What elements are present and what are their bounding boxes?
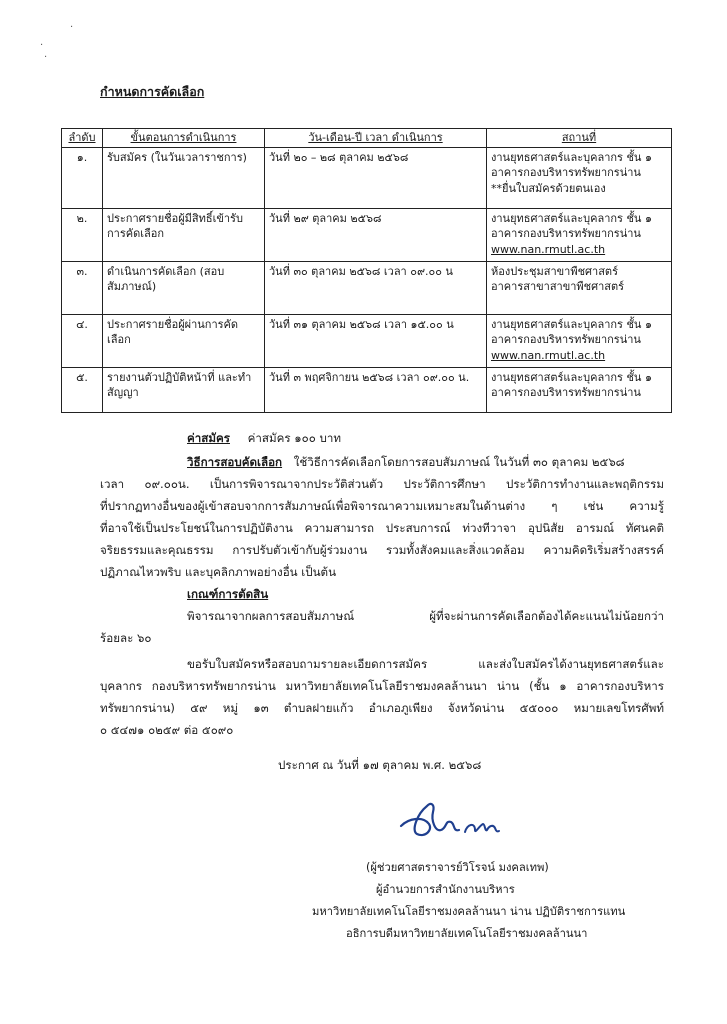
place-line: งานยุทธศาสตร์และบุคลากร ชั้น ๑ (491, 150, 652, 164)
place-line: อาคารกองบริหารทรัพยากรน่าน (491, 333, 641, 346)
place-line: อาคารกองบริหารทรัพยากรน่าน (491, 386, 641, 399)
place-line: งานยุทธศาสตร์และบุคลากร ชั้น ๑ (491, 211, 652, 225)
method-label: วิธีการสอบคัดเลือก (187, 455, 283, 469)
fee-text: ค่าสมัคร ๑๐๐ บาท (247, 431, 342, 445)
row-date: วันที่ ๓๐ ตุลาคม ๒๕๖๘ เวลา ๐๙.๐๐ น (265, 261, 487, 314)
header-date: วัน-เดือน-ปี เวลา ดำเนินการ (265, 129, 487, 148)
scan-speck: · (44, 52, 48, 63)
fee-line (187, 430, 341, 448)
contact-line3: ทรัพยากรน่าน) ๕๙ หมู่ ๑๓ ตำบลฝายแก้ว อำเภอภูเพียง จังหวัดน่าน ๕๕๐๐๐ หมายเลขโทรศัพท์ (100, 701, 664, 715)
table-row (62, 208, 672, 261)
section-title: กำหนดการคัดเลือก (100, 84, 205, 99)
method-line: ปฏิภาณไหวพริบ และบุคลิกภาพอย่างอื่น เป็นต้น (100, 565, 336, 579)
fee-label: ค่าสมัคร (187, 431, 230, 445)
method-first-text: ใช้วิธีการคัดเลือกโดยการสอบสัมภาษณ์ ในวันที่ ๓๐ ตุลาคม ๒๕๖๘ (293, 455, 625, 469)
row-date: วันที่ ๓๑ ตุลาคม ๒๕๖๘ เวลา ๑๕.๐๐ น (265, 314, 487, 367)
contact-line1: ขอรับใบสมัครหรือสอบถามรายละเอียดการสมัคร และส่งใบสมัครได้งานยุทธศาสตร์และ (187, 657, 664, 671)
row-date: วันที่ ๒๐ – ๒๘ ตุลาคม ๒๕๖๘ (265, 147, 487, 208)
place-line: อาคารกองบริหารทรัพยากรน่าน (491, 227, 641, 240)
method-first-line (187, 454, 625, 472)
row-step: ดำเนินการคัดเลือก (สอบสัมภาษณ์) (103, 261, 265, 314)
row-place (487, 314, 672, 367)
row-place (487, 261, 672, 314)
contact-line2: บุคลากร กองบริหารทรัพยากรน่าน มหาวิทยาลัยเทคโนโลยีราชมงคลล้านนา น่าน (ชั้น ๑ อาคารกองบริหาร (100, 679, 664, 693)
signer-title2: มหาวิทยาลัยเทคโนโลยีราชมงคลล้านนา น่าน ปฏิบัติราชการแทน (312, 905, 626, 918)
header-place: สถานที่ (487, 129, 672, 148)
header-step: ขั้นตอนการดำเนินการ (103, 129, 265, 148)
row-no: ๔. (62, 314, 103, 367)
signer-title1: ผู้อำนวยการสำนักงานบริหาร (376, 883, 515, 896)
row-step: ประกาศรายชื่อผู้มีสิทธิ์เข้ารับ การคัดเลือก (103, 208, 265, 261)
scan-speck: · (40, 40, 44, 51)
row-date: วันที่ ๒๙ ตุลาคม ๒๕๖๘ (265, 208, 487, 261)
method-line: ที่ปรากฏทางอื่นของผู้เข้าสอบจากการสัมภาษณ์เพื่อพิจารณาความเหมาะสมในด้านต่าง ๆ เช่น ความรู้ (100, 499, 664, 513)
row-no: ๑. (62, 147, 103, 208)
table-row (62, 147, 672, 208)
table-row (62, 367, 672, 412)
method-line: ที่อาจใช้เป็นประโยชน์ในการปฏิบัติงาน ความสามารถ ประสบการณ์ ท่วงทีวาจา อุปนิสัย อารมณ์ ทัศนคติ (100, 521, 664, 535)
signer-title3: อธิการบดีมหาวิทยาลัยเทคโนโลยีราชมงคลล้านนา (346, 927, 588, 940)
scan-speck: · (70, 22, 74, 33)
row-place (487, 367, 672, 412)
row-date: วันที่ ๓ พฤศจิกายน ๒๕๖๘ เวลา ๐๙.๐๐ น. (265, 367, 487, 412)
announce-date: ประกาศ ณ วันที่ ๑๗ ตุลาคม พ.ศ. ๒๕๖๘ (278, 758, 482, 772)
criteria-label: เกณฑ์การตัดสิน (187, 587, 269, 601)
place-line: อาคารกองบริหารทรัพยากรน่าน (491, 166, 641, 179)
criteria-line2: ร้อยละ ๖๐ (100, 631, 152, 645)
row-step: ประกาศรายชื่อผู้ผ่านการคัดเลือก (103, 314, 265, 367)
table-header-row (62, 129, 672, 148)
row-step: รับสมัคร (ในวันเวลาราชการ) (103, 147, 265, 208)
signer-name: (ผู้ช่วยศาสตราจารย์วิโรจน์ มงคลเทพ) (366, 861, 549, 874)
place-link[interactable]: www.nan.rmutl.ac.th (491, 348, 606, 362)
place-line: **ยื่นใบสมัครด้วยตนเอง (491, 181, 606, 195)
criteria-line1: พิจารณาจากผลการสอบสัมภาษณ์ ผู้ที่จะผ่านการคัดเลือกต้องได้คะแนนไม่น้อยกว่า (187, 609, 664, 623)
place-line: งานยุทธศาสตร์และบุคลากร ชั้น ๑ (491, 370, 652, 384)
contact-line4: ๐ ๕๔๗๑ ๐๒๕๙ ต่อ ๕๐๙๐ (100, 723, 234, 737)
row-place (487, 147, 672, 208)
signature-image (395, 796, 505, 846)
place-link[interactable]: www.nan.rmutl.ac.th (491, 242, 606, 256)
place-line: อาคารสาขาสาขาพืชศาสตร์ (491, 280, 625, 293)
table-row (62, 314, 672, 367)
row-place (487, 208, 672, 261)
row-step: รายงานตัวปฏิบัติหน้าที่ และทำสัญญา (103, 367, 265, 412)
row-no: ๓. (62, 261, 103, 314)
table-row (62, 261, 672, 314)
method-line: จริยธรรมและคุณธรรม การปรับตัวเข้ากับผู้ร่วมงาน รวมทั้งสังคมและสิ่งแวดล้อม ความคิดริเริ่มสร้างสรรค์ (100, 543, 664, 557)
place-line: งานยุทธศาสตร์และบุคลากร ชั้น ๑ (491, 317, 652, 331)
row-no: ๒. (62, 208, 103, 261)
schedule-table (61, 128, 672, 413)
method-line: เวลา ๐๙.๐๐น. เป็นการพิจารณาจากประวัติส่วนตัว ประวัติการศึกษา ประวัติการทำงานและพฤติกรรม (100, 477, 664, 491)
header-no: ลำดับ (62, 129, 103, 148)
row-no: ๕. (62, 367, 103, 412)
place-line: ห้องประชุมสาขาพืชศาสตร์ (491, 264, 618, 278)
